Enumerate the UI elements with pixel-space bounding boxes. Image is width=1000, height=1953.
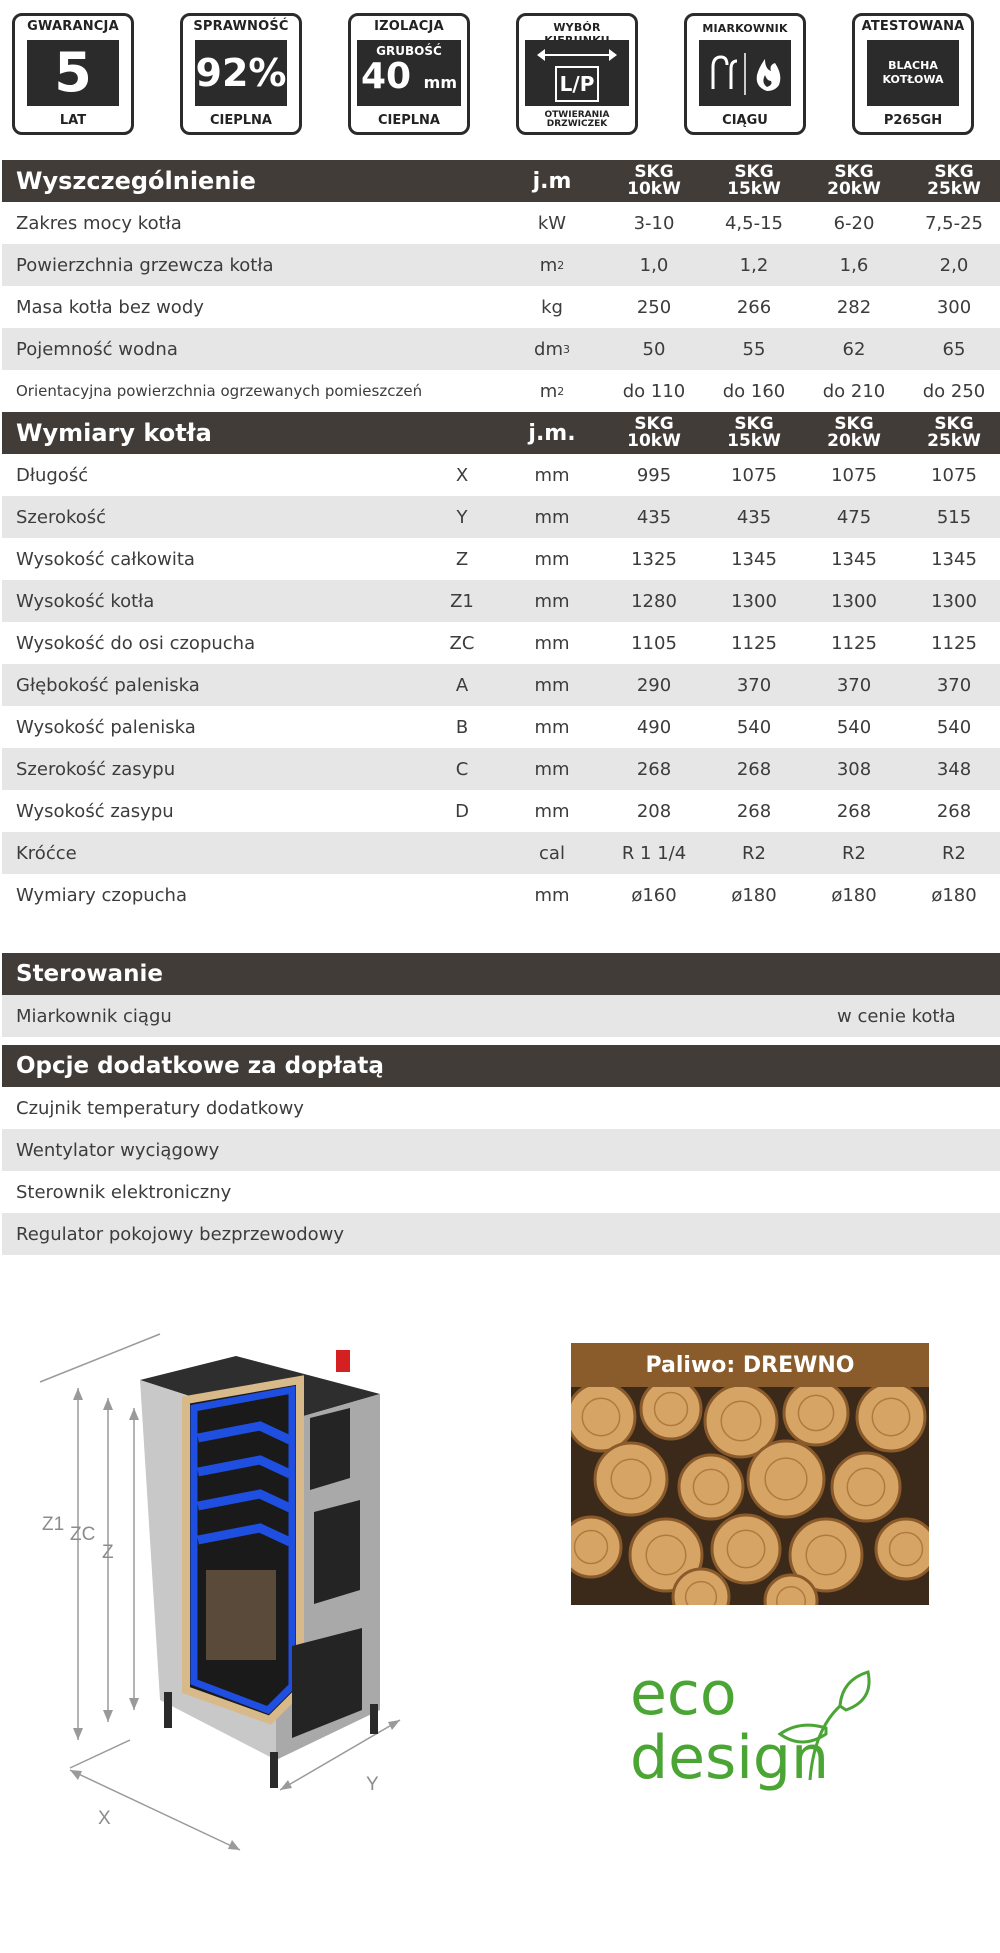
badge-title: SPRAWNOŚĆ: [193, 19, 289, 34]
row-value: R2: [842, 842, 866, 864]
badge-value: 40: [361, 56, 412, 97]
row-label: Króćce: [16, 842, 77, 864]
row-value: 515: [936, 506, 972, 528]
table-row: [2, 706, 1000, 748]
table-row: [2, 496, 1000, 538]
row-value: 268: [636, 758, 672, 780]
table-row: [2, 832, 1000, 874]
row-value: ø160: [631, 884, 677, 906]
model-power: 25kW: [927, 179, 981, 199]
table-row: [2, 748, 1000, 790]
row-unit: mm: [534, 632, 570, 654]
row-value: 50: [642, 338, 666, 360]
row-value: do 250: [922, 380, 986, 402]
model-power: 25kW: [927, 431, 981, 451]
model-header: [904, 412, 1000, 454]
badge-value-row: [361, 58, 457, 102]
spec-header-label: Wyszczególnienie: [16, 167, 256, 195]
row-unit: [512, 286, 592, 328]
control-name: Miarkownik ciągu: [16, 1005, 172, 1027]
row-value: 6-20: [833, 212, 875, 234]
certified-steel-badge: [852, 13, 974, 135]
model-header: [704, 160, 804, 202]
table-row: [2, 874, 1000, 916]
row-label: Szerokość zasypu: [16, 758, 176, 780]
row-value: 1325: [631, 548, 677, 570]
row-value: 1280: [631, 590, 677, 612]
feature-badges: [10, 10, 1000, 138]
row-value: 475: [836, 506, 872, 528]
table-row: [2, 580, 1000, 622]
badge-line: GRUBOŚĆ: [376, 44, 442, 58]
row-value: do 160: [722, 380, 786, 402]
model-header: [804, 160, 904, 202]
row-value: 268: [736, 800, 772, 822]
row-value: 62: [842, 338, 866, 360]
flame-icon: [757, 59, 781, 91]
double-arrow-icon: [539, 54, 615, 56]
middle-door: [314, 1500, 360, 1604]
option-item: [2, 1129, 1000, 1171]
row-value: 1300: [931, 590, 977, 612]
row-value: R 1 1/4: [621, 842, 687, 864]
row-value: do 110: [622, 380, 686, 402]
row-value: 370: [736, 674, 772, 696]
spec-rows: [2, 202, 1000, 412]
dims-rows: [2, 454, 1000, 916]
badge-title: MIARKOWNIK: [702, 22, 788, 35]
draft-regulator-knob: [336, 1350, 350, 1372]
row-label: Wysokość paleniska: [16, 716, 196, 738]
row-unit: [512, 370, 592, 412]
eco-text: eco: [630, 1659, 737, 1729]
model-name: SKG: [834, 414, 874, 434]
spec-table: [2, 160, 1000, 412]
model-power: 10kW: [627, 179, 681, 199]
model-power: 15kW: [727, 179, 781, 199]
unit-exponent: 2: [557, 384, 565, 398]
fuel-title: Paliwo: DREWNO: [571, 1343, 929, 1387]
row-value: 282: [836, 296, 872, 318]
row-value: 1300: [831, 590, 877, 612]
model-header: [704, 412, 804, 454]
row-unit: mm: [534, 674, 570, 696]
row-unit: [512, 202, 592, 244]
row-value: R2: [942, 842, 966, 864]
unit-base: kg: [541, 296, 563, 318]
warranty-badge: [12, 13, 134, 135]
row-value: 995: [636, 464, 672, 486]
dims-header-label: Wymiary kotła: [16, 419, 212, 447]
row-symbol: B: [455, 716, 469, 738]
table-row: [2, 244, 1000, 286]
row-unit: mm: [534, 716, 570, 738]
table-row: [2, 454, 1000, 496]
badge-caption: LAT: [59, 113, 87, 128]
option-label: Wentylator wyciągowy: [16, 1139, 220, 1161]
model-header: [604, 412, 704, 454]
dim-label-x: X: [98, 1808, 111, 1829]
option-label: Regulator pokojowy bezprzewodowy: [16, 1223, 345, 1245]
row-value: 1300: [731, 590, 777, 612]
row-value: 1075: [931, 464, 977, 486]
row-value: 435: [636, 506, 672, 528]
row-value: 2,0: [939, 254, 969, 276]
control-section-header: [2, 953, 1000, 995]
unit-base: m: [539, 380, 558, 402]
row-symbol: D: [455, 800, 469, 822]
option-item: [2, 1171, 1000, 1213]
model-power: 20kW: [827, 179, 881, 199]
model-name: SKG: [934, 162, 974, 182]
model-header: [904, 160, 1000, 202]
section-title: Opcje dodatkowe za dopłatą: [16, 1053, 384, 1079]
unit-exponent: 2: [557, 258, 565, 272]
insulation-badge: [348, 13, 470, 135]
row-value: 540: [836, 716, 872, 738]
row-value: 266: [736, 296, 772, 318]
table-row: [2, 370, 1000, 412]
row-value: 348: [936, 758, 972, 780]
badge-title: ATESTOWANA: [861, 19, 965, 34]
draft-regulator-icon: [699, 45, 791, 101]
dims-header-unit: j.m.: [528, 420, 576, 446]
spec-header-row: [2, 160, 1000, 202]
row-value: 1345: [831, 548, 877, 570]
row-symbol: Z: [455, 548, 469, 570]
row-value: R2: [742, 842, 766, 864]
row-unit: mm: [534, 464, 570, 486]
row-value: 65: [942, 338, 966, 360]
door-direction-badge: [516, 13, 638, 135]
row-value: 540: [736, 716, 772, 738]
row-unit: mm: [534, 800, 570, 822]
row-value: 268: [836, 800, 872, 822]
row-value: 1125: [731, 632, 777, 654]
fuel-panel: [571, 1343, 929, 1605]
dim-label-z1: Z1: [42, 1514, 65, 1535]
row-symbol: X: [455, 464, 469, 486]
row-unit: mm: [534, 506, 570, 528]
table-row: [2, 202, 1000, 244]
control-table: [2, 995, 1000, 1037]
combustion-chamber: [206, 1570, 276, 1660]
dims-header-row: [2, 412, 1000, 454]
row-value: ø180: [731, 884, 777, 906]
table-row: [2, 328, 1000, 370]
badge-caption: P265GH: [883, 113, 943, 128]
row-label: Zakres mocy kotła: [16, 212, 182, 234]
option-label: Czujnik temperatury dodatkowy: [16, 1097, 304, 1119]
option-label: Sterownik elektroniczny: [16, 1181, 232, 1203]
badge-value: 5: [54, 41, 92, 104]
row-label: Wysokość zasypu: [16, 800, 174, 822]
model-power: 20kW: [827, 431, 881, 451]
badge-panel: [27, 40, 119, 106]
control-row: [2, 995, 1000, 1037]
row-value: 1075: [731, 464, 777, 486]
badge-caption: CIEPLNA: [377, 113, 440, 128]
row-unit: [512, 244, 592, 286]
model-name: SKG: [634, 414, 674, 434]
badge-caption: CIĄGU: [722, 113, 768, 128]
unit-base: kW: [537, 212, 567, 234]
spec-header-unit: j.m: [532, 168, 572, 194]
upper-door: [310, 1408, 350, 1490]
row-value: 435: [736, 506, 772, 528]
row-value: 1345: [731, 548, 777, 570]
badge-unit: mm: [423, 73, 457, 92]
row-unit: cal: [539, 842, 565, 864]
row-label: Orientacyjna powierzchnia ogrzewanych pomieszczeń: [16, 382, 423, 400]
row-value: 250: [636, 296, 672, 318]
section-title: Sterowanie: [16, 961, 163, 987]
badge-title: WYBÓR: [553, 21, 601, 34]
row-value: 308: [836, 758, 872, 780]
row-label: Głębokość paleniska: [16, 674, 200, 696]
badge-panel: [357, 40, 461, 106]
row-value: do 210: [822, 380, 886, 402]
row-unit: [512, 328, 592, 370]
row-symbol: Y: [456, 506, 468, 528]
row-value: ø180: [831, 884, 877, 906]
row-value: 3-10: [633, 212, 675, 234]
firewood-image: [571, 1387, 929, 1605]
table-row: [2, 286, 1000, 328]
row-value: 370: [836, 674, 872, 696]
badge-panel: [525, 40, 629, 106]
badge-line: KOTŁOWA: [882, 73, 944, 86]
model-name: SKG: [734, 162, 774, 182]
row-label: Powierzchnia grzewcza kotła: [16, 254, 274, 276]
row-label: Wysokość kotła: [16, 590, 155, 612]
badge-caption-1: OTWIERANIA: [544, 110, 610, 120]
row-value: 7,5-25: [924, 212, 984, 234]
unit-base: dm: [534, 338, 563, 360]
row-value: 1,6: [839, 254, 869, 276]
row-value: 300: [936, 296, 972, 318]
badge-panel: [195, 40, 287, 106]
row-value: 1,0: [639, 254, 669, 276]
row-label: Wysokość do osi czopucha: [16, 632, 256, 654]
unit-exponent: 3: [562, 342, 570, 356]
badge-value: 92%: [195, 51, 287, 95]
badge-title: IZOLACJA: [374, 19, 444, 34]
row-symbol: ZC: [449, 632, 475, 654]
option-item: [2, 1213, 1000, 1255]
badge-caption: CIEPLNA: [209, 113, 272, 128]
efficiency-badge: [180, 13, 302, 135]
badge-caption-2: DRZWICZEK: [546, 119, 608, 129]
row-value: 1345: [931, 548, 977, 570]
table-row: [2, 790, 1000, 832]
row-value: 55: [742, 338, 766, 360]
row-label: Wymiary czopucha: [16, 884, 187, 906]
row-label: Masa kotła bez wody: [16, 296, 204, 318]
model-header: [804, 412, 904, 454]
row-value: 4,5-15: [724, 212, 784, 234]
row-label: Długość: [16, 464, 89, 486]
row-value: 1,2: [739, 254, 769, 276]
option-item: [2, 1087, 1000, 1129]
row-value: 208: [636, 800, 672, 822]
model-header: [604, 160, 704, 202]
boiler-cutaway-diagram: [30, 1290, 530, 1890]
row-symbol: [442, 832, 482, 874]
badge-title: GWARANCJA: [27, 19, 119, 34]
badge-panel: [699, 40, 791, 106]
row-value: 268: [736, 758, 772, 780]
row-unit: mm: [534, 758, 570, 780]
row-symbol: Z1: [450, 590, 474, 612]
model-name: SKG: [834, 162, 874, 182]
badge-line: BLACHA: [888, 59, 938, 72]
row-symbol: [442, 874, 482, 916]
row-value: 268: [936, 800, 972, 822]
row-value: 1125: [831, 632, 877, 654]
row-value: 1105: [631, 632, 677, 654]
badge-panel: [867, 40, 959, 106]
badge-value: L/P: [555, 66, 599, 102]
row-label: Pojemność wodna: [16, 338, 178, 360]
design-text: design: [630, 1723, 830, 1793]
model-power: 15kW: [727, 431, 781, 451]
model-name: SKG: [634, 162, 674, 182]
options-section-header: [2, 1045, 1000, 1087]
dim-label-z: Z: [102, 1542, 114, 1563]
model-name: SKG: [934, 414, 974, 434]
ecodesign-logo: [630, 1650, 890, 1810]
row-unit: mm: [534, 548, 570, 570]
row-value: 290: [636, 674, 672, 696]
dim-label-zc: ZC: [70, 1524, 96, 1545]
row-symbol: A: [455, 674, 469, 696]
options-list: [2, 1087, 1000, 1255]
row-unit: mm: [534, 590, 570, 612]
row-unit: mm: [534, 884, 570, 906]
table-row: [2, 622, 1000, 664]
draft-regulator-badge: [684, 13, 806, 135]
table-row: [2, 538, 1000, 580]
row-symbol: C: [455, 758, 469, 780]
model-power: 10kW: [627, 431, 681, 451]
row-value: ø180: [931, 884, 977, 906]
dimensions-table: [2, 412, 1000, 916]
row-value: 490: [636, 716, 672, 738]
control-value: w cenie kotła: [837, 1005, 956, 1027]
row-value: 1075: [831, 464, 877, 486]
row-value: 1125: [931, 632, 977, 654]
table-row: [2, 664, 1000, 706]
row-label: Szerokość: [16, 506, 107, 528]
model-name: SKG: [734, 414, 774, 434]
row-label: Wysokość całkowita: [16, 548, 195, 570]
unit-base: m: [539, 254, 558, 276]
row-value: 540: [936, 716, 972, 738]
row-value: 370: [936, 674, 972, 696]
dim-label-y: Y: [366, 1774, 379, 1795]
